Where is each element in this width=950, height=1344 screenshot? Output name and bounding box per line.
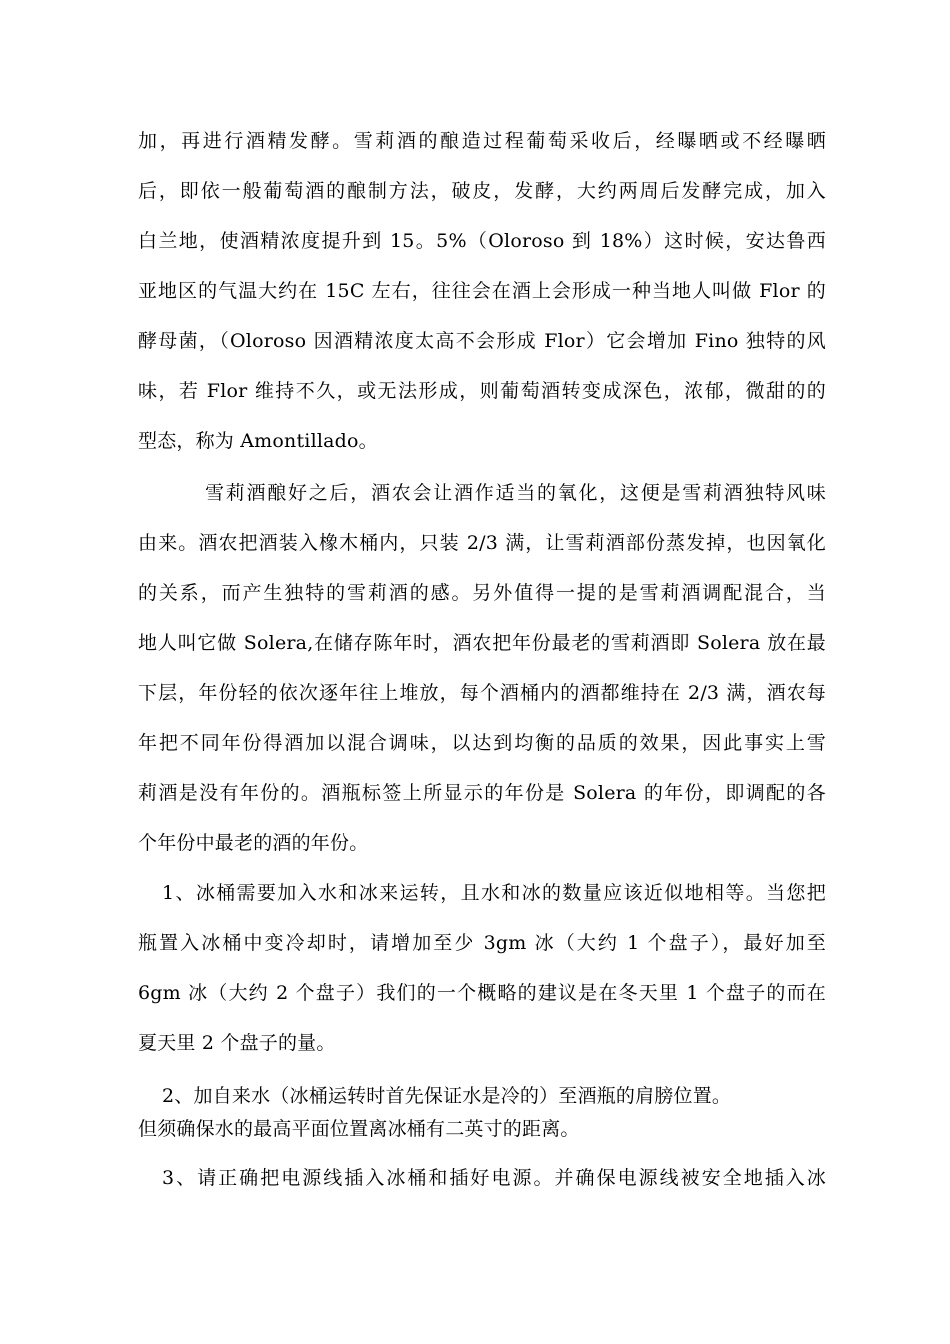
text-line: 白兰地，使酒精浓度提升到 15。5%（Oloroso 到 18%）这时候，安达鲁西 (138, 230, 826, 252)
paragraph-step-1 (138, 868, 826, 1068)
paragraph-step-2 (138, 1080, 826, 1146)
text-line: 莉酒是没有年份的。酒瓶标签上所显示的年份是 Solera 的年份，即调配的各 (138, 782, 826, 804)
text-line: 加，再进行酒精发酵。雪莉酒的酿造过程葡萄采收后，经曝晒或不经曝晒 (138, 130, 826, 152)
text-line: 6gm 冰（大约 2 个盘子）我们的一个概略的建议是在冬天里 1 个盘子的而在 (138, 982, 826, 1004)
text-line: 的关系，而产生独特的雪莉酒的感。另外值得一提的是雪莉酒调配混合，当 (138, 582, 826, 604)
text-line: 味，若 Flor 维持不久，或无法形成，则葡萄酒转变成深色，浓郁，微甜的的 (138, 380, 826, 402)
paragraph-step-3 (138, 1153, 826, 1203)
text-line: 雪莉酒酿好之后，酒农会让酒作适当的氧化，这便是雪莉酒独特风味 (205, 482, 826, 504)
text-line: 后，即依一般葡萄酒的酿制方法，破皮，发酵，大约两周后发酵完成，加入 (138, 180, 826, 202)
text-line: 年把不同年份得酒加以混合调味，以达到均衡的品质的效果，因此事实上雪 (138, 732, 826, 754)
text-line: 由来。酒农把酒装入橡木桶内，只装 2/3 满，让雪莉酒部份蒸发掉，也因氧化 (138, 532, 826, 554)
text-line: 酵母菌，（Oloroso 因酒精浓度太高不会形成 Flor）它会增加 Fino 独特的风 (138, 330, 826, 352)
text-line: 地人叫它做 Solera,在储存陈年时，酒农把年份最老的雪莉酒即 Solera 放在最 (138, 632, 826, 654)
text-line: 但须确保水的最高平面位置离冰桶有二英寸的距离。 (138, 1118, 580, 1140)
text-line: 型态，称为 Amontillado。 (138, 430, 378, 452)
paragraph-sherry-process (138, 116, 826, 466)
text-line: 2、加自来水（冰桶运转时首先保证水是冷的）至酒瓶的肩膀位置。 (162, 1085, 732, 1107)
text-line: 亚地区的气温大约在 15C 左右，往往会在酒上会形成一种当地人叫做 Flor 的 (138, 280, 826, 302)
text-line: 瓶置入冰桶中变冷却时，请增加至少 3gm 冰（大约 1 个盘子），最好加至 (138, 932, 826, 954)
text-line: 1、冰桶需要加入水和冰来运转，且水和冰的数量应该近似地相等。当您把 (162, 882, 826, 904)
paragraph-solera (138, 468, 826, 868)
text-line: 夏天里 2 个盘子的量。 (138, 1032, 336, 1054)
text-line: 个年份中最老的酒的年份。 (138, 832, 369, 854)
text-line: 3、请正确把电源线插入冰桶和插好电源。并确保电源线被安全地插入冰 (162, 1167, 826, 1189)
text-line: 下层，年份轻的依次逐年往上堆放，每个酒桶内的酒都维持在 2/3 满，酒农每 (138, 682, 826, 704)
